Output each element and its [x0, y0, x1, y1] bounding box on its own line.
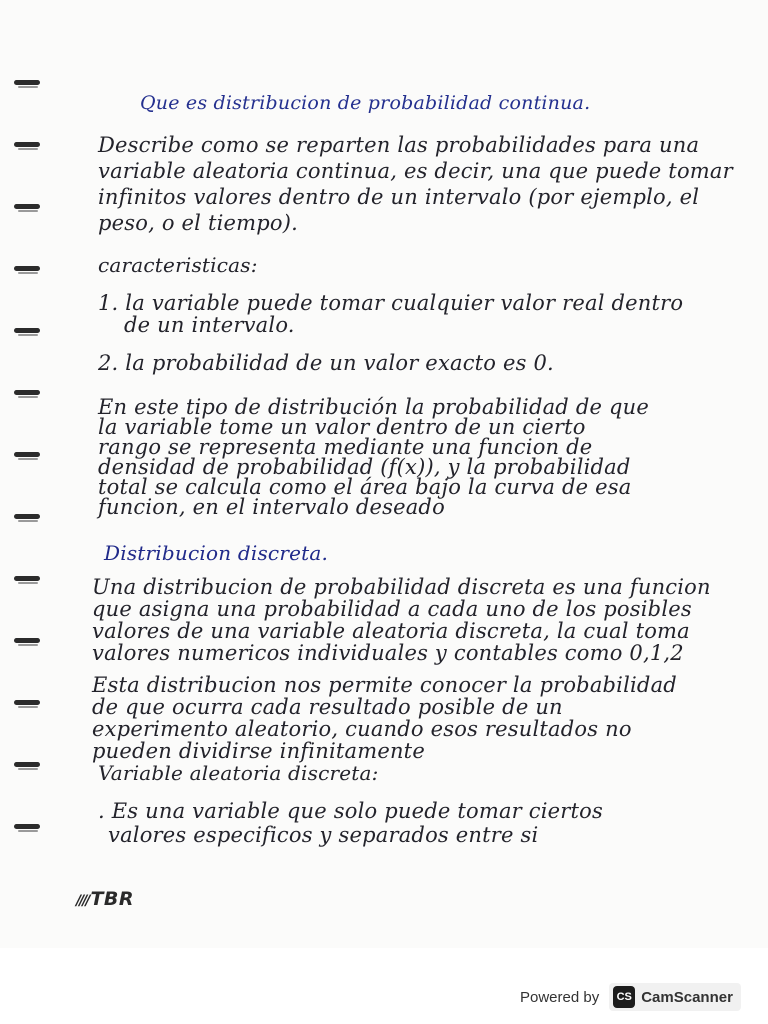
intro-line: peso, o el tiempo).	[98, 211, 299, 235]
discreta-line: experimento aleatorio, cuando esos resultados no	[92, 717, 632, 741]
spiral-ring-icon	[14, 204, 40, 212]
continua-line: la variable tome un valor dentro de un cierto	[98, 415, 586, 439]
continua-line: funcion, en el intervalo deseado	[98, 495, 445, 519]
brand-logo	[76, 888, 134, 910]
intro-line: infinitos valores dentro de un intervalo (por ejemplo, el	[98, 185, 700, 209]
spiral-ring-icon	[14, 390, 40, 398]
variable-line: . Es una variable que solo puede tomar ciertos	[98, 799, 603, 823]
discreta-heading: Distribucion discreta.	[104, 541, 329, 565]
spiral-binding	[0, 60, 46, 940]
spiral-ring-icon	[14, 142, 40, 150]
variable-line: valores especificos y separados entre si	[108, 823, 539, 847]
intro-line: variable aleatoria continua, es decir, una que puede tomar	[98, 159, 733, 183]
spiral-ring-icon	[14, 762, 40, 770]
camscanner-watermark	[520, 982, 741, 1012]
brand-text: TBR	[90, 888, 135, 910]
discreta-line: de que ocurra cada resultado posible de un	[92, 695, 563, 719]
discreta-line: Esta distribucion nos permite conocer la probabilidad	[92, 673, 677, 697]
discreta-line: pueden dividirse infinitamente	[92, 739, 425, 763]
discreta-line: valores de una variable aleatoria discreta, la cual toma	[92, 619, 690, 643]
camscanner-badge	[609, 983, 741, 1011]
spiral-ring-icon	[14, 452, 40, 460]
caracteristica-item: 1. la variable puede tomar cualquier valor real dentro	[98, 291, 684, 315]
spiral-ring-icon	[14, 80, 40, 88]
caracteristica-item: 2. la probabilidad de un valor exacto es 0.	[98, 351, 554, 375]
powered-by-label: Powered by	[520, 988, 600, 1006]
camscanner-name: CamScanner	[641, 988, 733, 1006]
stripes-icon: ////	[76, 893, 89, 909]
spiral-ring-icon	[14, 700, 40, 708]
discreta-line: Una distribucion de probabilidad discreta es una funcion	[92, 575, 711, 599]
continua-line: total se calcula como el área bajo la curva de esa	[98, 475, 632, 499]
discreta-line: valores numericos individuales y contables como 0,1,2	[92, 641, 684, 665]
camscanner-icon: CS	[613, 986, 635, 1008]
spiral-ring-icon	[14, 638, 40, 646]
caracteristica-item: de un intervalo.	[124, 313, 295, 337]
continua-line: En este tipo de distribución la probabilidad de que	[98, 395, 649, 419]
variable-heading: Variable aleatoria discreta:	[98, 761, 379, 785]
spiral-ring-icon	[14, 514, 40, 522]
spiral-ring-icon	[14, 266, 40, 274]
continua-line: rango se representa mediante una funcion de	[98, 435, 593, 459]
spiral-ring-icon	[14, 328, 40, 336]
spiral-ring-icon	[14, 576, 40, 584]
page-title: Que es distribucion de probabilidad continua.	[140, 92, 591, 114]
caracteristicas-heading: caracteristicas:	[98, 253, 258, 277]
discreta-line: que asigna una probabilidad a cada uno de los posibles	[92, 597, 692, 621]
continua-line: densidad de probabilidad (f(x)), y la probabilidad	[98, 455, 631, 479]
spiral-ring-icon	[14, 824, 40, 832]
intro-line: Describe como se reparten las probabilidades para una	[98, 133, 700, 157]
